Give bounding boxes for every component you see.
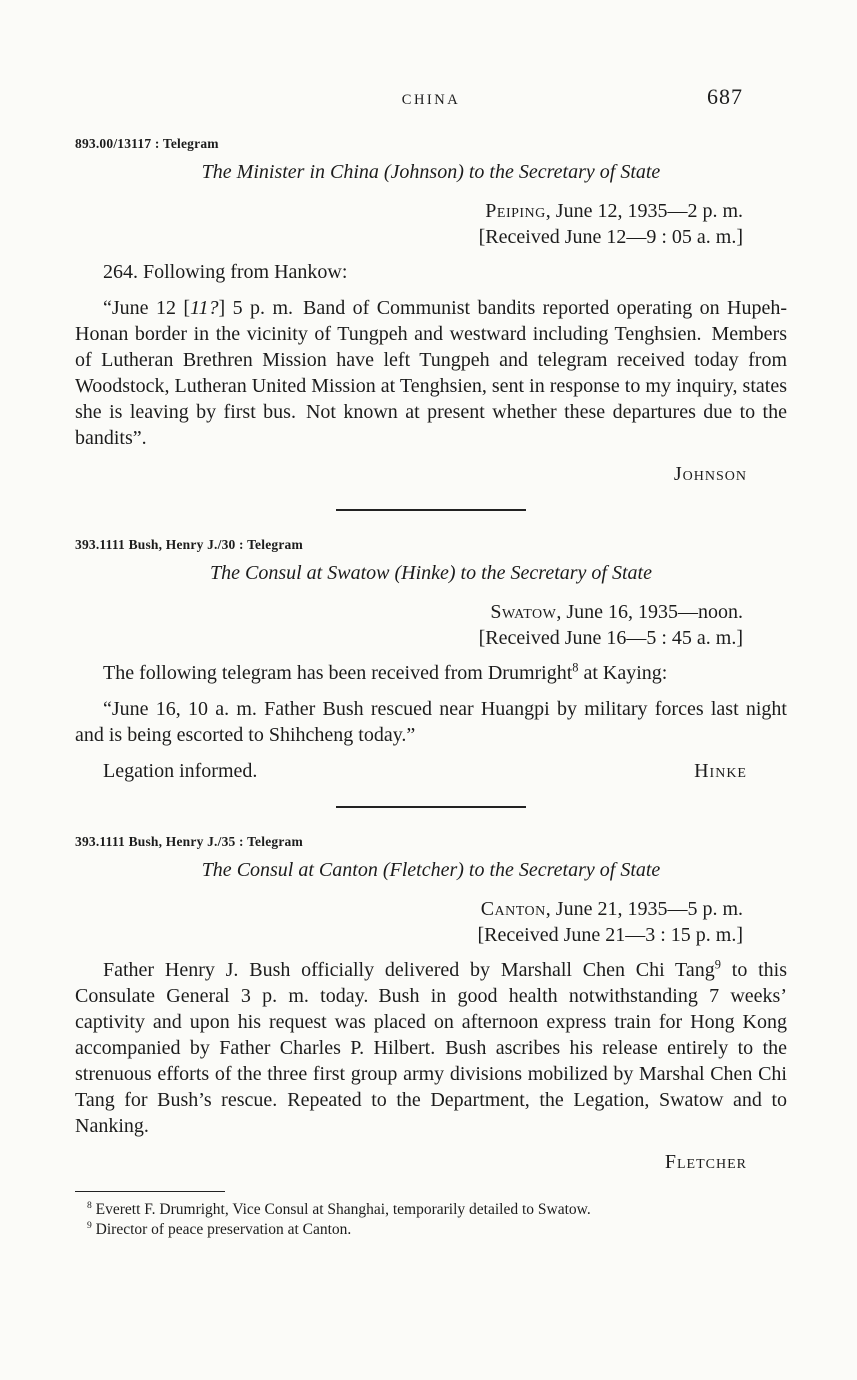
- dateline-date: , June 21, 1935—5 p. m.: [545, 898, 743, 920]
- paragraph-text-post: to this Consulate General 3 p. m. today. Bush in good health notwithstanding 7 weeks’ captivity and upon his request was placed on afternoon express train for Hong Kong accompanied by Father Charles P. Hilbert. Bush ascribes his release entirely to the strenuous efforts of the three first group army divisions mobilized by Marshal Chen Chi Tang for Bush’s rescue. Repeated to the Department, the Legation, Swatow and to Nanking.: [75, 959, 787, 1137]
- footnote-8: [75, 1200, 787, 1220]
- received-line: [Received June 16—5 : 45 a. m.]: [478, 627, 743, 649]
- signature: Fletcher: [664, 1151, 747, 1173]
- footnote-text: Everett F. Drumright, Vice Consul at Shanghai, temporarily detailed to Swatow.: [95, 1201, 591, 1218]
- dateline-place: Canton: [480, 898, 546, 920]
- quoted-telegram: “June 16, 10 a. m. Father Bush rescued near Huangpi by military forces last night and is being escorted to Shihcheng today.”: [75, 698, 787, 746]
- dateline-place: Peiping: [485, 200, 546, 222]
- closing-row: [75, 758, 787, 784]
- dateline-date: , June 16, 1935—noon.: [556, 601, 743, 623]
- signature: Johnson: [673, 463, 747, 485]
- footnote-divider: [75, 1191, 225, 1192]
- footnote-marker-9: 9: [87, 1219, 92, 1231]
- quote-text-post: ] 5 p. m. Band of Communist bandits reported operating on Hupeh-Honan border in the vicinity of Tungpeh and westward including Tenghsien. Members of Lutheran Brethren Mission have left Tungpeh and telegram received today from Woodstock, Lutheran United Mission at Tenghsien, sent in response to my inquiry, states she is leaving by first bus. Not known at present whether these departures due to the bandits”.: [75, 297, 788, 449]
- footnote-reference-8: 8: [572, 660, 579, 675]
- received-line: [Received June 12—9 : 05 a. m.]: [478, 226, 743, 248]
- dateline-date: , June 12, 1935—2 p. m.: [545, 200, 743, 222]
- paragraph-text-pre: Father Henry J. Bush officially delivered by Marshall Chen Chi Tang: [103, 959, 715, 981]
- telegram-document-hinke: [75, 537, 787, 784]
- file-reference: 393.1111 Bush, Henry J./35 : Telegram: [75, 834, 303, 849]
- paragraph-text-pre: The following telegram has been received from Drumright: [103, 662, 573, 684]
- document-title: The Minister in China (Johnson) to the Secretary of State: [201, 161, 661, 183]
- document-title: The Consul at Canton (Fletcher) to the Secretary of State: [201, 859, 661, 881]
- quoted-telegram: [75, 295, 787, 451]
- opening-paragraph: [75, 660, 787, 686]
- dateline: [75, 599, 787, 625]
- opening-paragraph: 264. Following from Hankow:: [103, 261, 348, 283]
- dateline: [75, 896, 787, 922]
- closing-line: Legation informed.: [103, 760, 258, 782]
- paragraph-text-post: at Kaying:: [578, 662, 668, 684]
- footnote-text: Director of peace preservation at Canton.: [95, 1221, 352, 1238]
- running-header-title: CHINA: [401, 92, 461, 108]
- section-divider: [336, 509, 526, 511]
- document-title: The Consul at Swatow (Hinke) to the Secretary of State: [210, 562, 652, 584]
- footnote-reference-9: 9: [714, 957, 721, 972]
- page-number: 687: [707, 84, 743, 109]
- dateline: [75, 198, 787, 224]
- quote-emphasis: 11?: [190, 297, 219, 319]
- telegram-document-johnson: [75, 136, 787, 487]
- page-header: [75, 84, 787, 114]
- footnote-marker-8: 8: [87, 1199, 92, 1211]
- footnotes-section: [75, 1191, 787, 1240]
- quote-text-pre: “June 12 [: [103, 297, 191, 319]
- telegram-document-fletcher: [75, 834, 787, 1175]
- footnote-9: [75, 1220, 787, 1240]
- signature: Hinke: [694, 760, 747, 782]
- body-paragraph: [75, 957, 787, 1139]
- dateline-place: Swatow: [490, 601, 557, 623]
- received-line: [Received June 21—3 : 15 p. m.]: [477, 924, 743, 946]
- file-reference: 893.00/13117 : Telegram: [75, 136, 219, 151]
- file-reference: 393.1111 Bush, Henry J./30 : Telegram: [75, 537, 303, 552]
- section-divider: [336, 806, 526, 808]
